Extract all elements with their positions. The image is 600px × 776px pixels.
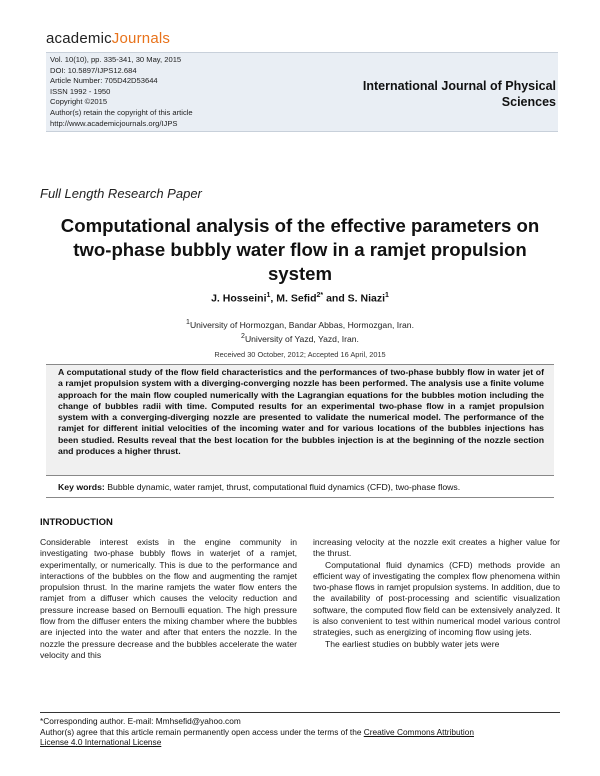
author-list <box>40 292 560 305</box>
paragraph: The earliest studies on bubbly water jets were <box>325 638 500 649</box>
author-separator: , <box>270 292 277 305</box>
author-name: M. Sefid <box>276 292 317 305</box>
corresponding-author: *Corresponding author. E-mail: Mmhsefid@yahoo.com <box>40 716 241 726</box>
author-affiliation-mark: 1 <box>266 292 271 299</box>
affiliation-item <box>40 331 560 345</box>
meta-issn: ISSN 1992 - 1950 <box>50 86 111 96</box>
meta-volume: Vol. 10(10), pp. 335-341, 30 May, 2015 <box>50 55 182 64</box>
received-dates: Received 30 October, 2012; Accepted 16 April, 2015 <box>214 350 386 359</box>
author-affiliation-mark: 1 <box>385 292 389 299</box>
meta-article-number: Article Number: 705D42D53644 <box>50 76 158 86</box>
affiliation-text: University of Yazd, Yazd, Iran. <box>244 333 359 344</box>
body-column-left <box>40 537 297 661</box>
meta-retain-copyright: Author(s) retain the copyright of this article <box>50 107 193 117</box>
footer-divider <box>40 712 560 713</box>
journal-name-line1: International Journal of Physical <box>362 79 556 93</box>
abstract-text: A computational study of the flow field characteristics and the performances of two-phase bubbly flow in water jet of a ramjet propulsion system with a diverging-converging nozzle has been performed. The analysis use a finite volume approach for the main flow coupled numerically with the Lagrangian equations for the bubbles motion including the change of bubbles radii with time. Computed results for an experimental two-phase flow in a ramjet propulsion system with a converging-diverging nozzle are presented to validate the numerical model. The performance of the ramjet for different initial velocities of the incoming water and for various locations of the bubbles injections has been studied. Results reveal that the best location for the bubbles injection is at the beginning of the nozzle section and produces a higher thrust. <box>58 367 544 457</box>
license-link-cont[interactable]: License 4.0 International License <box>40 737 162 748</box>
license-prefix: Author(s) agree that this article remain permanently open access under the terms of the <box>40 726 364 737</box>
publisher-logo <box>46 30 170 47</box>
author-affiliation-mark: 2* <box>316 292 324 299</box>
body-column-right <box>313 537 560 650</box>
author-separator: and <box>323 292 348 305</box>
journal-name-line2: Sciences <box>501 95 556 109</box>
article-metadata <box>50 55 340 129</box>
publisher-logo-part1: academic <box>46 30 112 47</box>
author-name: J. Hosseini <box>211 292 267 305</box>
footer-notes <box>40 716 560 748</box>
paragraph: Computational fluid dynamics (CFD) methods provide an efficient way of investigating the complex flow phenomena within two-phase flows in ramjet propulsion systems. In addition, due to the availability of post-processing and scientific visualization software, the computed flow field can be extensively analyzed. It is also convenient to test within numerical model various control strategies, such as energizing of incoming flow using jets. <box>313 559 560 638</box>
paper-title: Computational analysis of the effective parameters on two-phase bubbly water flow in a ramjet propulsion system <box>60 215 540 284</box>
keywords-label: Key words: <box>58 482 105 492</box>
license-link[interactable]: Creative Commons Attribution <box>363 726 474 737</box>
affiliation-item <box>40 317 560 331</box>
journal-name <box>330 78 556 110</box>
paper-type: Full Length Research Paper <box>40 186 202 201</box>
meta-journal-url[interactable]: http://www.academicjournals.org/IJPS <box>50 118 178 128</box>
keywords-text: Bubble dynamic, water ramjet, thrust, computational fluid dynamics (CFD), two-phase flows. <box>104 482 461 492</box>
author-name: S. Niazi <box>347 292 386 305</box>
paragraph: Considerable interest exists in the engine community in investigating two-phase bubbly flows in waterjet of a ramjet, experimentally, or numerically. This is due to the performance and interactions of the bubbles on the flow and augmenting the ramjet propulsion thrust. In the marine ramjets the water flow enters the ramjet from a diffuser which causes the velocity reduction and pressure increase based on Bernoulli equation. The high pressure flow from the diffuser enters the mixing chamber where the bubbles are injected into the water and after that enters the nozzle. In the nozzle the pressure decrease and the bubbles accelerate the water velocity and this <box>40 537 297 660</box>
section-heading-introduction: INTRODUCTION <box>40 517 113 528</box>
paragraph: increasing velocity at the nozzle exit creates a higher value for the thrust. <box>313 537 560 559</box>
license-statement <box>40 727 560 738</box>
meta-doi: DOI: 10.5897/IJPS12.684 <box>50 65 137 75</box>
keywords-divider <box>46 497 554 498</box>
affiliation-mark: 1 <box>186 319 190 326</box>
keywords <box>58 482 544 492</box>
license-statement-cont <box>40 737 560 748</box>
publisher-logo-part2: Journals <box>111 30 171 47</box>
affiliations <box>40 317 560 345</box>
affiliation-text: University of Hormozgan, Bandar Abbas, Hormozgan, Iran. <box>189 319 414 330</box>
affiliation-mark: 2 <box>241 332 245 340</box>
meta-copyright: Copyright ©2015 <box>50 97 108 107</box>
